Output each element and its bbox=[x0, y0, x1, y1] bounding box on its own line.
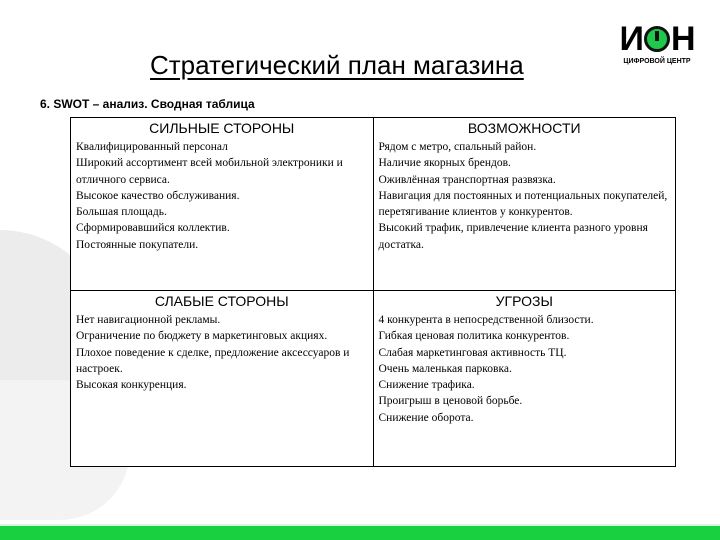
list-item: Оживлённая транспортная развязка. bbox=[378, 173, 556, 186]
list-item: Гибкая ценовая политика конкурентов. bbox=[378, 330, 570, 343]
list-item: Снижение оборота. bbox=[378, 411, 474, 424]
list-item: Квалифицированный персонал bbox=[76, 141, 228, 153]
swot-table bbox=[70, 117, 676, 467]
list-item: Рядом с метро, спальный район. bbox=[378, 141, 537, 153]
opportunities-cell bbox=[373, 118, 676, 291]
ion-logo: И Н ЦИФРОВОЙ ЦЕНТР bbox=[612, 22, 702, 65]
opportunities-heading: ВОЗМОЖНОСТИ bbox=[467, 120, 581, 136]
weaknesses-cell bbox=[71, 291, 374, 467]
list-item: Большая площадь. bbox=[76, 206, 167, 219]
list-item: Нет навигационной рекламы. bbox=[76, 314, 221, 326]
power-icon bbox=[644, 26, 670, 52]
strengths-heading: СИЛЬНЫЕ СТОРОНЫ bbox=[149, 120, 295, 136]
list-item: Навигация для постоянных и потенциальных покупателей, перетягивание клиентов у конкурентов. bbox=[378, 189, 668, 219]
list-item: Слабая маркетинговая активность ТЦ. bbox=[378, 346, 567, 359]
list-item: Постоянные покупатели. bbox=[76, 238, 199, 251]
list-item: Широкий ассортимент всей мобильной электроники и отличного сервиса. bbox=[76, 157, 343, 186]
list-item: Проигрыш в ценовой борьбе. bbox=[378, 395, 523, 408]
list-item: Высокое качество обслуживания. bbox=[76, 189, 240, 202]
list-item: Очень маленькая парковка. bbox=[378, 362, 512, 375]
list-item: Высокий трафик, привлечение клиента разного уровня достатка. bbox=[378, 222, 648, 251]
list-item: Сформировавшийся коллектив. bbox=[76, 222, 230, 235]
list-item: Высокая конкуренция. bbox=[76, 379, 187, 392]
list-item: Наличие якорных брендов. bbox=[378, 157, 511, 170]
strengths-cell bbox=[71, 118, 374, 291]
threats-cell bbox=[373, 291, 676, 467]
logo-tagline: ЦИФРОВОЙ ЦЕНТР bbox=[623, 58, 691, 65]
list-item: Снижение трафика. bbox=[378, 379, 475, 392]
list-item: 4 конкурента в непосредственной близости. bbox=[378, 314, 594, 326]
weaknesses-heading: СЛАБЫЕ СТОРОНЫ bbox=[154, 293, 289, 309]
footer-bar bbox=[0, 526, 720, 540]
list-item: Ограничение по бюджету в маркетинговых акциях. bbox=[76, 330, 328, 343]
page-title: Стратегический план магазина bbox=[150, 50, 524, 80]
subtitle: 6. SWOT – анализ. Сводная таблица bbox=[40, 97, 255, 111]
threats-heading: УГРОЗЫ bbox=[495, 293, 553, 309]
list-item: Плохое поведение к сделке, предложение аксессуаров и настроек. bbox=[76, 346, 350, 375]
